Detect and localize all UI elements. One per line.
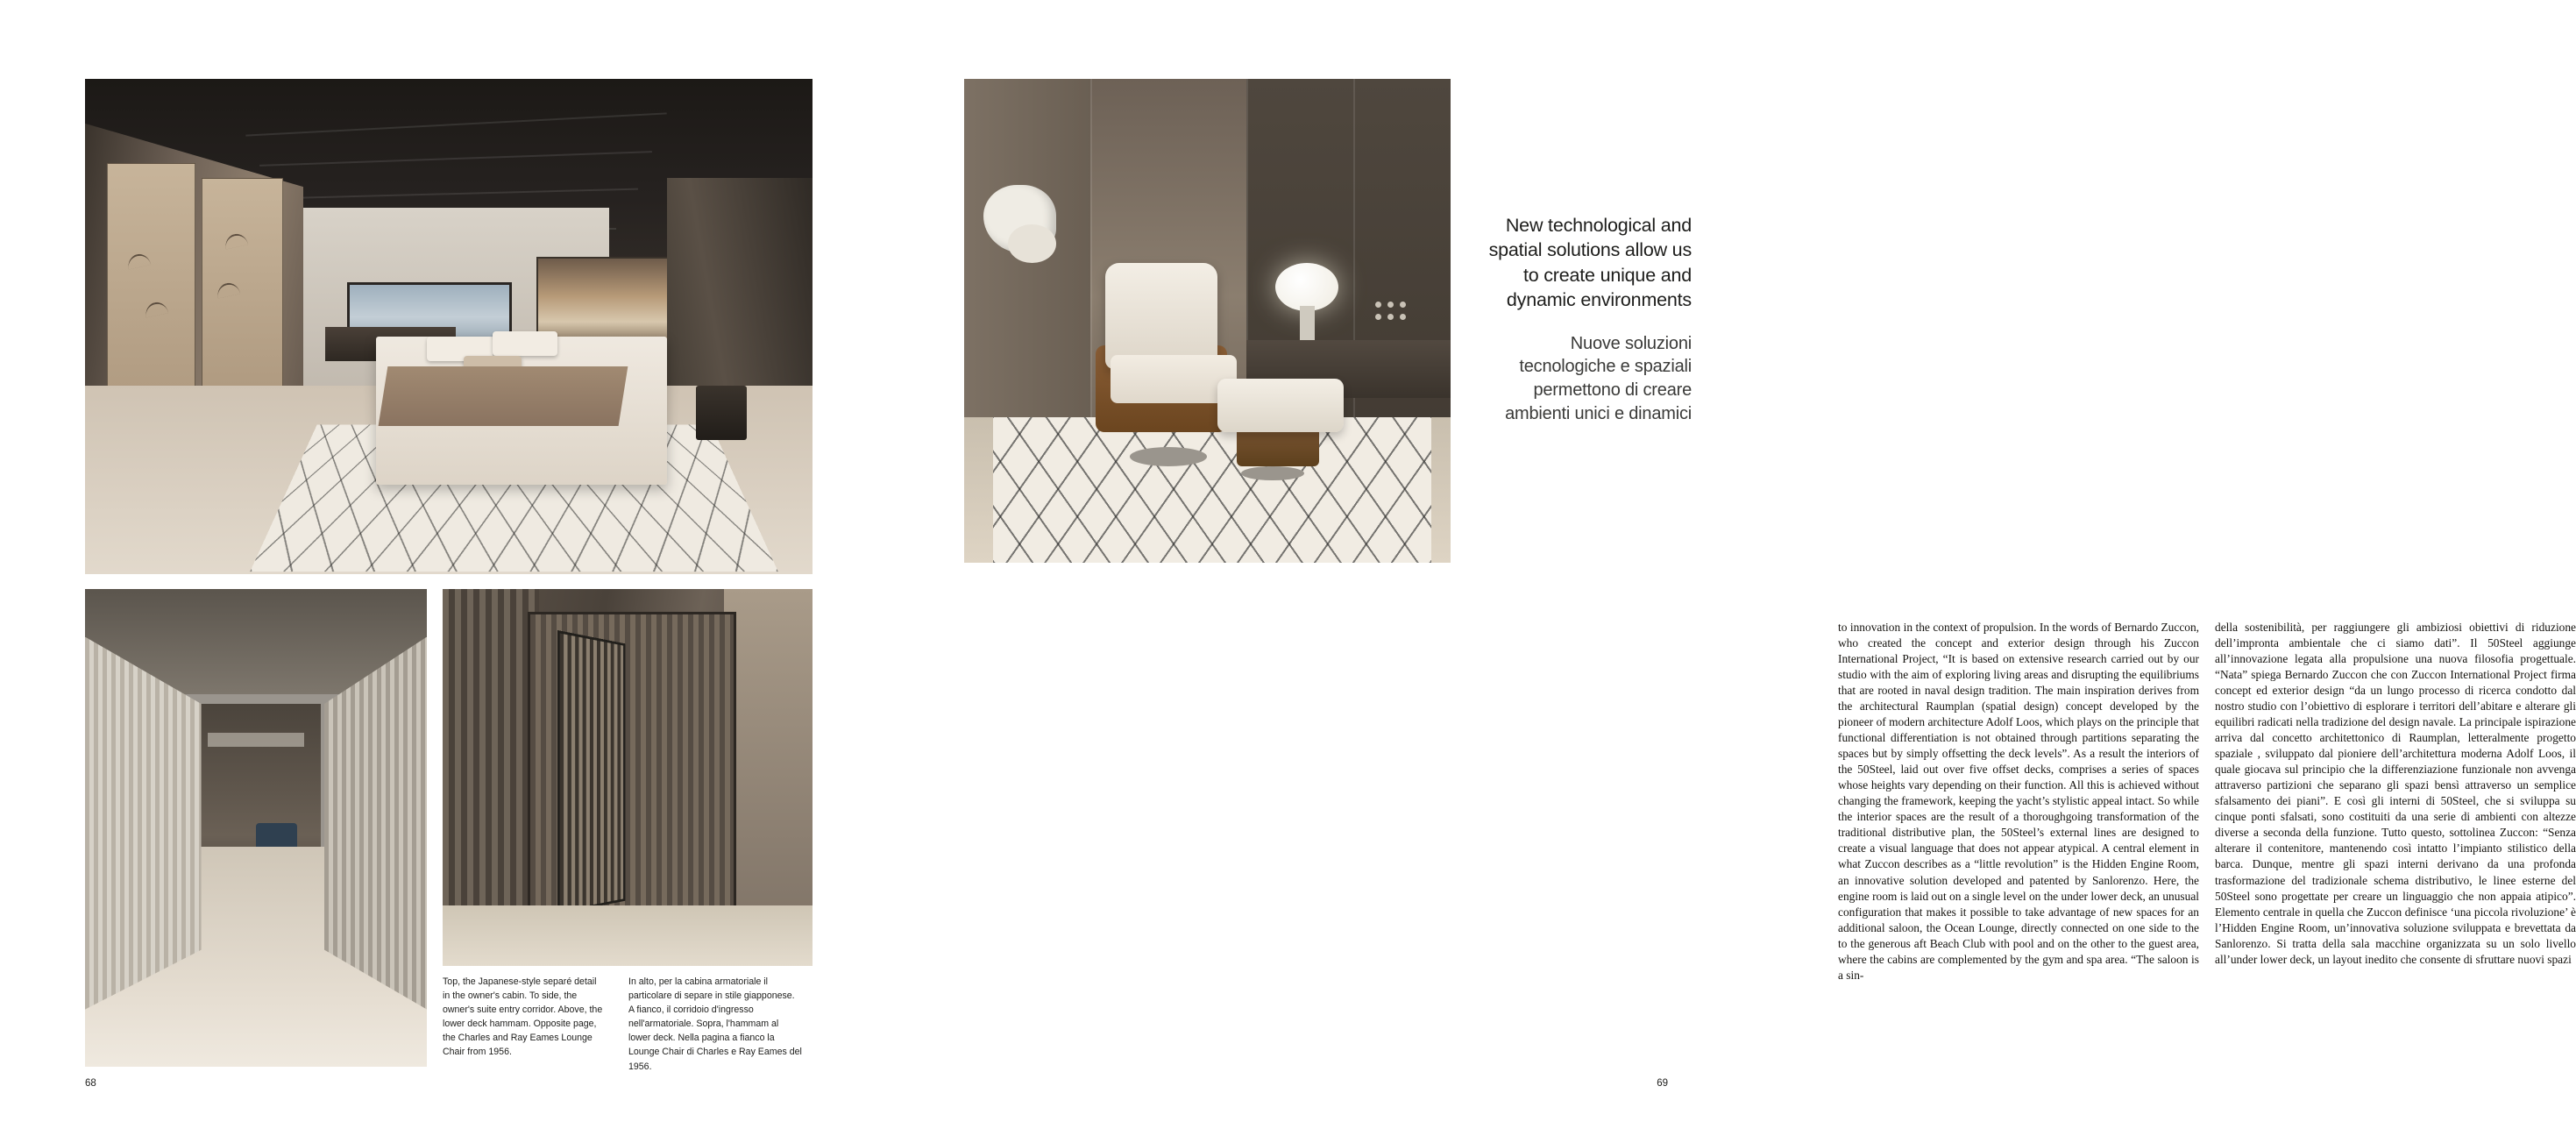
bed-pillow bbox=[493, 331, 558, 356]
owner-cabin-interior-photo bbox=[85, 79, 813, 574]
chair-backrest bbox=[1105, 263, 1217, 369]
crane-bird-motif bbox=[143, 301, 168, 318]
crane-bird-motif bbox=[126, 252, 152, 269]
body-column-italian bbox=[2215, 620, 2576, 968]
right-page bbox=[876, 0, 2576, 1143]
body-text-english: to innovation in the context of propulsion. In the words of Bernardo Zuccon, who created the concept and exterior design through his Zuccon International Project, “It is based on extensive research carried out by our studio with the aim of exploring living areas and disrupting the equilibriums that are rooted in naval design tradition. The main inspiration derives from the architectural Raumplan (spatial design) concept developed by the pioneer of modern architecture Adolf Loos, which plays on the principle that functional differentiation is not obtained through partitions separating the spaces but by simply offsetting the deck levels”. As a result the interiors of the 50Steel, laid out over five offset decks, comprises a series of spaces whose heights vary depending on their function. All this is achieved without changing the framework, keeping the yacht’s stylistic appeal intact. So while the interior spaces are the result of a thoroughgoing transformation of the traditional distributive plan, the 50Steel’s external lines are designed to create a visual language that does not appear atypical. A central element in what Zuccon describes as a “little revolution” is the Hidden Engine Room, an innovative solution developed and patented by Sanlorenzo. Here, the engine room is laid out on a single level on the under lower deck, an unusual configuration that makes it possible to take advantage of new spaces for an additional saloon, the Ocean Lounge, directly connected on one side to the to the generous aft Beach Club with pool and on the other to the guest area, where the cabins are complemented by the gym and spa area. “The saloon is a sin- bbox=[1838, 621, 2199, 982]
ottoman-cushion bbox=[1217, 379, 1344, 432]
open-door bbox=[557, 630, 625, 914]
body-text-italian: della sostenibilità, per raggiungere gli ambiziosi obiettivi di riduzione dell’impronta ambientale che ci siamo dati”. Il 50Steel aggiunge all’innovazione legata alla propulsione una nuova filosofia progettuale. “Nata” spiega Bernardo Zuccon che con Zuccon International Project firma concept ed exterior design “da un lungo processo di ricerca condotto dal nostro studio con l’obiettivo di esplorare i territori dell’abitare e alterare gli equilibri radicati nella tradizione del design navale. La principale ispirazione arriva dal concetto architettonico di Raumplan, letteralmente progetto spaziale , sviluppato dal pioniere dell’architettura moderna Adolf Loos, il quale giocava sul principio che la differenziazione funzionale non avvenga attraverso partizioni che separano gli spazi bensì attraverso un semplice sfalsamento dei piani”. E così gli interni di 50Steel, che si sviluppa su cinque ponti sfalsati, sono costituiti da una serie di ambienti con altezze diverse a seconda della funzione. Tutto questo, sottolinea Zuccon: “Senza alterare il contenitore, mantenendo così intatto l’impianto stilistico della barca. Dunque, mentre gli spazi interni derivano da una profonda trasformazione del tradizionale schema distributivo, le linee esterne del 50Steel sono progettate per creare un linguaggio che non appaia atipico”. Elemento centrale in quella che Zuccon definisce ‘una piccola rivoluzione’ è l’Hidden Engine Room, un’innovativa soluzione sviluppata e brevettata da Sanlorenzo. Si tratta della sala macchine organizzata su un solo livello all’under lower deck, un layout inedito che consente di sfruttare nuovi spazi bbox=[2215, 621, 2576, 966]
chair-star-base bbox=[1130, 447, 1208, 466]
diamond-pattern-rug bbox=[993, 417, 1431, 563]
eames-lounge-chair-photo bbox=[964, 79, 1451, 563]
caption-english: Top, the Japanese-style separé detail in the owner's cabin. To side, the owner's suite entry corridor. Above, the lower deck hammam. Opposite page, the Charles and Ray Eames Lounge Chair from 1956. bbox=[443, 976, 603, 1058]
page-number-right: 69 bbox=[1657, 1078, 1668, 1089]
page-number-left: 68 bbox=[85, 1078, 96, 1089]
ottoman-base bbox=[1241, 466, 1304, 481]
nightstand bbox=[696, 386, 747, 440]
wall-speaker-grille bbox=[1375, 302, 1407, 321]
japanese-style-separe-door-photo bbox=[443, 589, 813, 966]
bed-throw bbox=[379, 366, 628, 426]
corridor-shelf bbox=[208, 733, 303, 747]
table-lamp-shade bbox=[1275, 263, 1338, 311]
crane-bird-motif bbox=[224, 232, 249, 250]
suite-entry-corridor-photo bbox=[85, 589, 427, 1067]
pull-quote-italian: Nuove soluzioni tecnologiche e spaziali permettono di creare ambienti unici e dinamici bbox=[1505, 333, 1692, 423]
caption-italian: In alto, per la cabina armatoriale il particolare di separe in stile giapponese. A fianco, il corridoio d'ingresso nell'armatoriale. Sopra, l'hammam al lower deck. Nella pagina a fianco la Lounge Chair di Charles e Ray Eames del 1956. bbox=[628, 976, 802, 1072]
left-page bbox=[0, 0, 876, 1143]
crane-bird-motif bbox=[216, 281, 241, 299]
pull-quote bbox=[1481, 213, 1692, 426]
ottoman-wood-shell bbox=[1237, 427, 1319, 465]
body-column-english bbox=[1838, 620, 2199, 983]
table-lamp-base bbox=[1300, 306, 1315, 340]
sculpture-object bbox=[1008, 224, 1057, 263]
pull-quote-english: New technological and spatial solutions allow us to create unique and dynamic environments bbox=[1488, 215, 1692, 311]
floor bbox=[443, 905, 813, 966]
